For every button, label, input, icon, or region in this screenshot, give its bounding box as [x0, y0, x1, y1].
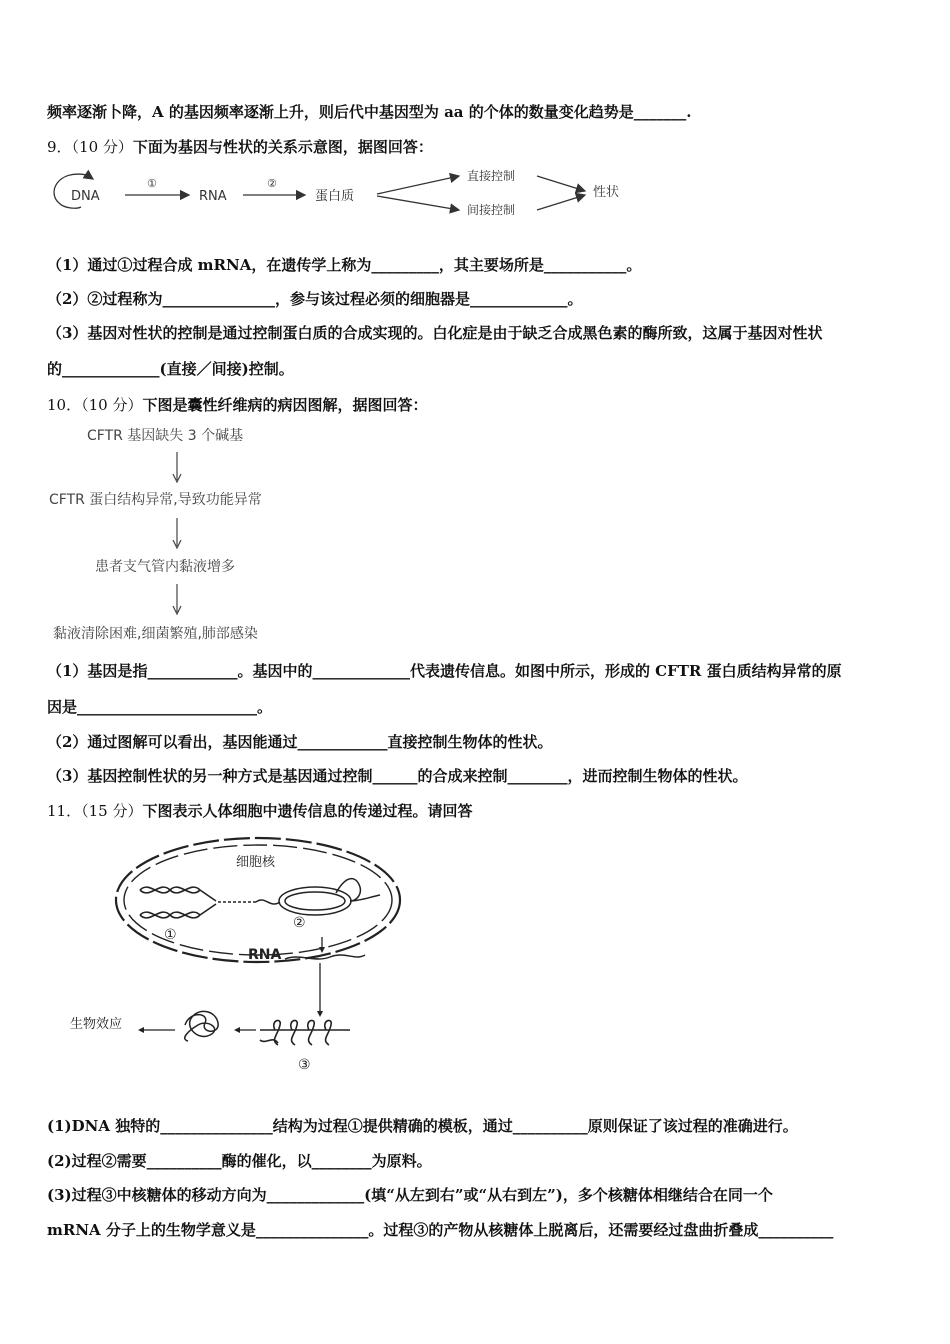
q11-sub1: (1)DNA 独特的_______________结构为过程①提供精确的模板，通过__________原则保证了该过程的准确进行。 [47, 1117, 798, 1135]
rna-label: RNA [199, 189, 227, 204]
step2-label: ② [267, 177, 277, 190]
step1-marker: ① [164, 927, 177, 943]
q11-number: 11．（15 分） [47, 802, 143, 820]
dna-replication-icon [140, 887, 216, 918]
q11-title: 下图表示人体细胞中遗传信息的传递过程。请回答 [142, 802, 473, 820]
flow-step-4: 黏液清除困难,细菌繁殖,肺部感染 [53, 626, 258, 642]
flow-step-3: 患者支气管内黏液增多 [95, 559, 235, 575]
q11-sub3a: (3)过程③中核糖体的移动方向为_____________(填“从左到右”或“从右到左”)，多个核糖体相继结合在同一个 [47, 1186, 773, 1204]
step3-marker: ③ [298, 1057, 311, 1073]
q10-sub3: （3）基因控制性状的另一种方式是基因通过控制______的合成来控制________，进而控制生物体的性状。 [47, 767, 748, 785]
q8-tail-text: 频率逐渐卜降，A 的基因频率逐渐上升，则后代中基因型为 aa 的个体的数量变化趋势是_______. [47, 103, 692, 121]
q9-sub2: （2）②过程称为_______________，参与该过程必须的细胞器是_____________。 [47, 290, 583, 308]
indirect-to-trait-arrow [537, 195, 585, 210]
nucleus-label: 细胞核 [236, 855, 276, 870]
q11-heading [47, 801, 472, 821]
indirect-arrow [377, 196, 459, 210]
q11-sub3b: mRNA 分子上的生物学意义是_______________。过程③的产物从核糖体上脱离后，还需要经过盘曲折叠成__________ [47, 1221, 834, 1239]
q10-sub1b: 因是________________________。 [47, 698, 273, 716]
q9-heading [47, 137, 433, 157]
folded-protein-icon [185, 1011, 218, 1041]
direct-control-label: 直接控制 [467, 169, 516, 183]
cf-cause-flowchart [47, 420, 337, 648]
q11-sub2: (2)过程②需要__________酶的催化，以________为原料。 [47, 1152, 432, 1170]
q10-sub1a: （1）基因是指____________。基因中的_____________代表遗传信息。如图中所示，形成的 CFTR 蛋白质结构异常的原 [47, 662, 842, 680]
q10-title: 下图是囊性纤维病的病因图解，据图回答： [142, 396, 428, 414]
gene-expression-cell-diagram [60, 835, 420, 1085]
protein-label: 蛋白质 [315, 189, 355, 204]
q10-sub2: （2）通过图解可以看出，基因能通过____________直接控制生物体的性状。 [47, 733, 553, 751]
flow-step-1: CFTR 基因缺失 3 个碱基 [87, 428, 244, 444]
q10-number: 10．（10 分） [47, 396, 143, 414]
step1-label: ① [147, 177, 157, 190]
indirect-control-label: 间接控制 [467, 203, 516, 217]
direct-arrow [377, 176, 459, 194]
dna-label: DNA [71, 189, 100, 204]
trait-label: 性状 [593, 185, 620, 200]
q9-title: 下面为基因与性状的关系示意图，据图回答： [132, 138, 433, 156]
biological-effect-label: 生物效应 [70, 1017, 123, 1032]
gene-trait-diagram [47, 165, 647, 221]
rna-label: RNA [248, 947, 282, 963]
step2-marker: ② [293, 915, 306, 931]
q9-number: 9．（10 分） [47, 138, 133, 156]
q9-sub3a: （3）基因对性状的控制是通过控制蛋白质的合成实现的。白化症是由于缺乏合成黑色素的酶所致，这属于基因对性状 [47, 324, 823, 342]
q10-heading [47, 395, 427, 415]
q9-sub1: （1）通过①过程合成 mRNA，在遗传学上称为_________，其主要场所是___________。 [47, 256, 642, 274]
flow-step-2: CFTR 蛋白结构异常,导致功能异常 [49, 492, 262, 508]
transcription-bubble-icon [256, 879, 380, 915]
direct-to-trait-arrow [537, 176, 585, 191]
q9-sub3b: 的_____________(直接／间接)控制。 [47, 360, 294, 378]
polyribosome-icon [260, 1020, 350, 1045]
